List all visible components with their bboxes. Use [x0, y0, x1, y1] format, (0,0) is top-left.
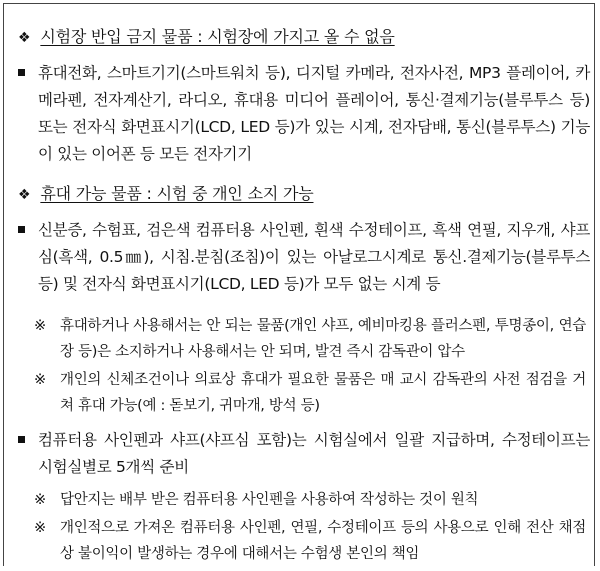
note-text: 휴대하거나 사용해서는 안 되는 물품(개인 샤프, 예비마킹용 플러스펜, 투명종이, 연습장 등)은 소지하거나 사용해서는 안 되며, 발견 즉시 감독관이 압수 — [60, 318, 586, 360]
heading-text: 휴대 가능 물품 : 시험 중 개인 소지 가능 — [40, 184, 314, 203]
reference-mark-icon: ※ — [34, 492, 46, 508]
note-text: 개인의 신체조건이나 의료상 휴대가 필요한 물품은 매 교시 감독관의 사전 점검을 거쳐 휴대 가능(예 : 돋보기, 귀마개, 방석 등) — [60, 372, 586, 414]
reference-mark-icon: ※ — [34, 520, 46, 536]
diamond-bullet-icon: ❖ — [18, 30, 31, 46]
section-heading-prohibited — [18, 26, 395, 49]
allowed-items-text: 신분증, 수험표, 검은색 컴퓨터용 사인펜, 흰색 수정테이프, 흑색 연필, 지우개, 샤프심(흑색, 0.5㎜), 시침.분침(조침)이 있는 아날로그시계로 통신.결제기능(블루투스 등) 및 전자식 화면표시기(LCD, LED 등)가 모두 없는 시계 등 — [38, 221, 590, 293]
supplied-items-text: 컴퓨터용 사인펜과 샤프(샤프심 포함)는 시험실에서 일괄 지급하며, 수정테이프는 시험실별로 5개씩 준비 — [38, 431, 590, 476]
prohibited-items-text: 휴대전화, 스마트기기(스마트워치 등), 디지털 카메라, 전자사전, MP3 플레이어, 카메라펜, 전자계산기, 라디오, 휴대용 미디어 플레이어, 통신·결제기능(블루투스 등) 또는 전자식 화면표시기(LCD, LED 등)가 있는 시계, 전자담배, 통신(블루투스) 기능이 있는 이어폰 등 모든 전자기기 — [38, 64, 590, 163]
heading-text: 시험장 반입 금지 물품 : 시험장에 가지고 올 수 없음 — [40, 27, 395, 46]
square-bullet-icon — [18, 69, 25, 76]
section-heading-allowed — [18, 183, 313, 206]
reference-mark-icon: ※ — [34, 318, 46, 334]
note-answer-sheet — [34, 487, 586, 513]
square-bullet-icon — [18, 226, 25, 233]
note-text: 답안지는 배부 받은 컴퓨터용 사인펜을 사용하여 작성하는 것이 원칙 — [60, 492, 479, 508]
note-text: 개인적으로 가져온 컴퓨터용 사인펜, 연필, 수정테이프 등의 사용으로 인해 전산 채점상 불이익이 발생하는 경우에 대해서는 수험생 본인의 책임 — [60, 520, 586, 562]
note-personal-tools — [34, 515, 586, 567]
note-medical-items — [34, 367, 586, 419]
reference-mark-icon: ※ — [34, 372, 46, 388]
note-prohibited-use — [34, 313, 586, 365]
square-bullet-icon — [18, 436, 25, 443]
diamond-bullet-icon: ❖ — [18, 187, 31, 203]
